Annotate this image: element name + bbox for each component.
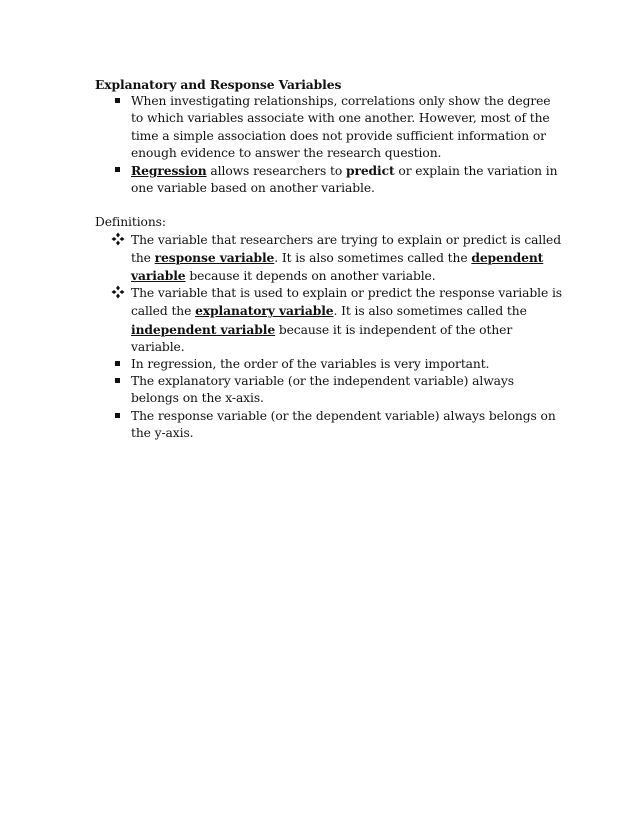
list-item-text: allows researchers to bbox=[206, 164, 346, 179]
square-bullet-icon bbox=[115, 361, 120, 366]
document-content bbox=[95, 76, 565, 442]
square-bullet-icon bbox=[115, 378, 120, 383]
list-item-text: because it is independent of the other variable. bbox=[131, 322, 513, 354]
list-item bbox=[95, 356, 565, 373]
notes-list bbox=[95, 356, 565, 442]
list-item-text: The response variable (or the dependent variable) always belongs on the y-axis. bbox=[131, 408, 556, 440]
list-item bbox=[95, 162, 565, 197]
page-heading: Explanatory and Response Variables bbox=[95, 77, 342, 92]
square-bullet-icon bbox=[115, 167, 120, 172]
list-item-text: . It is also sometimes called the bbox=[274, 250, 472, 265]
list-item-text: The variable that is used to explain or predict the response variable is called the bbox=[131, 286, 562, 319]
term-independent-variable: independent variable bbox=[131, 321, 276, 337]
term-regression: Regression bbox=[131, 163, 207, 179]
term-response-variable: response variable bbox=[154, 249, 275, 265]
square-bullet-icon bbox=[115, 413, 120, 418]
definitions-title: Definitions: bbox=[95, 215, 166, 230]
list-item-text: In regression, the order of the variables is very important. bbox=[131, 357, 490, 372]
list-item-text: or explain the variation in one variable based on another variable. bbox=[131, 164, 558, 196]
list-item bbox=[95, 408, 565, 442]
intro-list bbox=[95, 93, 565, 197]
list-item bbox=[95, 93, 565, 162]
term-explanatory-variable: explanatory variable bbox=[195, 303, 334, 319]
list-item-text: The variable that researchers are trying to explain or predict is called the bbox=[131, 232, 562, 265]
emphasis-predict: predict bbox=[345, 163, 395, 179]
four-diamond-bullet-icon bbox=[111, 285, 125, 299]
list-item bbox=[95, 232, 565, 286]
list-item-text: . It is also sometimes called the bbox=[333, 304, 527, 319]
list-item bbox=[95, 373, 565, 407]
list-item-text: The explanatory variable (or the independent variable) always belongs on the x-axis. bbox=[131, 374, 514, 406]
square-bullet-icon bbox=[115, 98, 120, 103]
list-item-text: When investigating relationships, correlations only show the degree to which variables associate with one another. However, most of the time a simple association does not provide sufficient information or enough evidence to answer the research question. bbox=[131, 94, 551, 160]
term-dependent-variable: dependent variable bbox=[131, 249, 544, 284]
definitions-list bbox=[95, 232, 565, 356]
four-diamond-bullet-icon bbox=[111, 232, 125, 246]
list-item bbox=[95, 285, 565, 356]
list-item-text: because it depends on another variable. bbox=[185, 269, 436, 284]
